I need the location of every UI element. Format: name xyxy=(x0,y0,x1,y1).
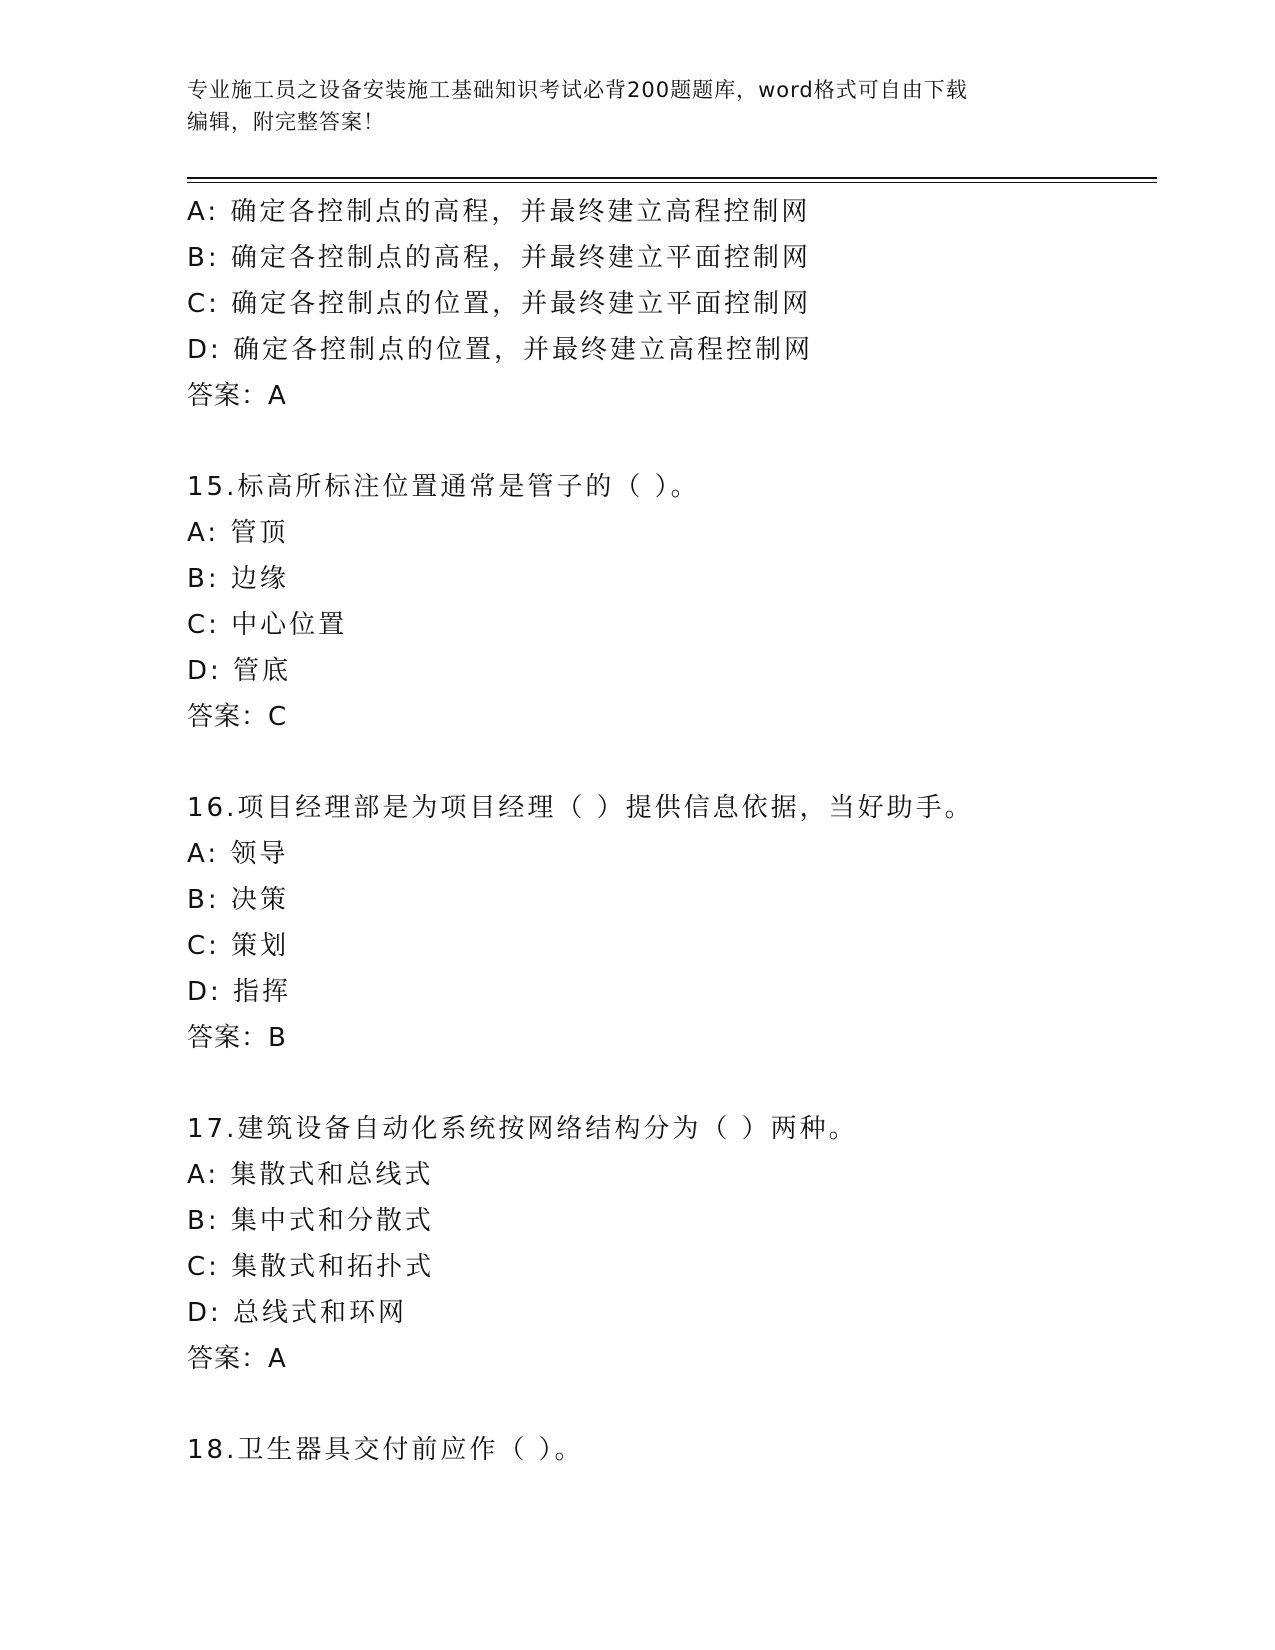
option-d: D: 确定各控制点的位置，并最终建立高程控制网 xyxy=(187,335,814,365)
question-list xyxy=(187,189,1147,1473)
answer-line: 答案：B xyxy=(187,1023,287,1053)
question-text: 17.建筑设备自动化系统按网络结构分为（ ）两种。 xyxy=(187,1114,858,1144)
question-18 xyxy=(187,1427,1147,1473)
question-text: 16.项目经理部是为项目经理（ ）提供信息依据，当好助手。 xyxy=(187,793,974,823)
option-b: B: 集中式和分散式 xyxy=(187,1206,434,1236)
question-16 xyxy=(187,785,1147,1061)
option-c: C: 确定各控制点的位置，并最终建立平面控制网 xyxy=(187,289,812,319)
question-spacer xyxy=(187,419,1147,464)
header-divider-thick xyxy=(187,177,1157,179)
option-d: D: 总线式和环网 xyxy=(187,1298,408,1328)
option-d: D: 管底 xyxy=(187,656,292,686)
question-17 xyxy=(187,1106,1147,1382)
option-c: C: 策划 xyxy=(187,931,290,961)
option-d: D: 指挥 xyxy=(187,977,292,1007)
header-title-line-2: 编辑，附完整答案！ xyxy=(187,110,385,134)
answer-line: 答案：A xyxy=(187,381,287,411)
document-header xyxy=(187,74,1087,138)
option-b: B: 决策 xyxy=(187,885,289,915)
header-divider-thin xyxy=(187,182,1157,183)
option-a: A: 管顶 xyxy=(187,518,289,548)
question-text: 18.卫生器具交付前应作（ ）。 xyxy=(187,1435,584,1465)
question-15 xyxy=(187,464,1147,740)
answer-line: 答案：C xyxy=(187,702,288,732)
question-spacer xyxy=(187,1382,1147,1427)
option-a: A: 确定各控制点的高程，并最终建立高程控制网 xyxy=(187,197,811,227)
option-a: A: 领导 xyxy=(187,839,289,869)
option-b: B: 确定各控制点的高程，并最终建立平面控制网 xyxy=(187,243,811,273)
option-b: B: 边缘 xyxy=(187,564,289,594)
header-title-line-1: 专业施工员之设备安装施工基础知识考试必背200题题库，word格式可自由下载 xyxy=(187,78,968,102)
option-c: C: 中心位置 xyxy=(187,610,348,640)
question-text: 15.标高所标注位置通常是管子的（ ）。 xyxy=(187,472,700,502)
option-c: C: 集散式和拓扑式 xyxy=(187,1252,435,1282)
question-14 xyxy=(187,189,1147,419)
question-spacer xyxy=(187,1061,1147,1106)
question-spacer xyxy=(187,740,1147,785)
answer-line: 答案：A xyxy=(187,1344,287,1374)
option-a: A: 集散式和总线式 xyxy=(187,1160,434,1190)
